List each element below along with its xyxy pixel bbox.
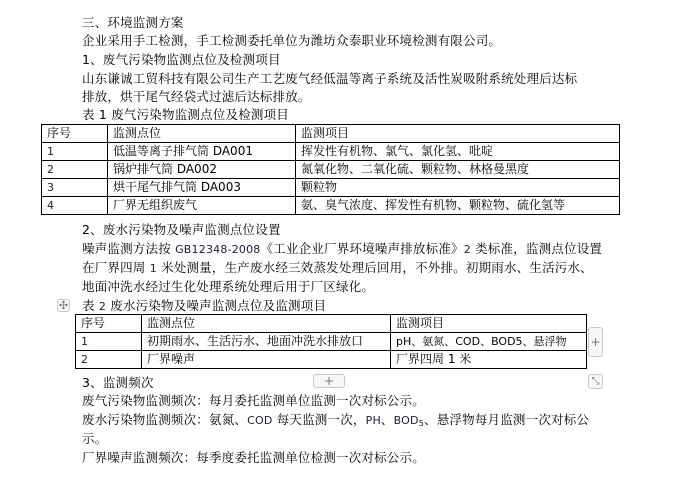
table-cell[interactable]: 挥发性有机物、氯气、氯化氢、吡啶 xyxy=(296,143,620,161)
table-cell[interactable]: 初期雨水、生活污水、地面冲洗水排放口 xyxy=(142,333,391,351)
add-row-button[interactable]: + xyxy=(313,374,345,388)
part2-paragraph-line3: 地面冲洗水经过生化处理系统处理后用于厂区绿化。 xyxy=(82,279,375,294)
table-cell[interactable]: pH、氨氮、COD、BOD5、悬浮物 xyxy=(391,333,587,351)
text-run: BOD xyxy=(393,414,419,427)
table-cell[interactable]: 锅炉排气筒 DA002 xyxy=(108,161,296,179)
header-cell[interactable]: 序号 xyxy=(76,315,142,333)
table-move-icon[interactable]: ✣ xyxy=(58,299,69,312)
header-cell[interactable]: 监测项目 xyxy=(391,315,587,333)
table-cell[interactable]: 厂界无组织废气 xyxy=(108,197,296,215)
header-cell[interactable]: 序号 xyxy=(42,125,108,143)
part2-heading: 2、废水污染物及噪声监测点位设置 xyxy=(82,222,281,237)
table-header-row xyxy=(76,315,587,333)
part1-heading: 1、废气污染物监测点位及检测项目 xyxy=(82,52,281,67)
text-run: COD xyxy=(247,414,273,427)
table-row xyxy=(42,161,620,179)
table-cell[interactable]: 3 xyxy=(42,179,108,197)
text-run: 类标准，监测点位设置 xyxy=(470,241,603,256)
table-row xyxy=(42,197,620,215)
header-cell[interactable]: 监测点位 xyxy=(142,315,391,333)
intro-paragraph: 企业采用手工检测，手工检测委托单位为潍坊众泰职业环境检测有限公司。 xyxy=(82,33,502,48)
table-row xyxy=(76,333,587,351)
part3-heading: 3、监测频次 xyxy=(82,375,154,390)
text-run: 米处测量，生产废水经三效蒸发处理后回用，不外排。初期雨水、生活污水、 xyxy=(156,260,593,275)
standard-title: 《工业企业厂界环境噪声排放标准》 xyxy=(260,241,464,256)
table-cell[interactable]: 低温等离子排气筒 DA001 xyxy=(108,143,296,161)
table-cell[interactable]: 2 xyxy=(76,351,142,369)
text-run: 1 xyxy=(149,262,157,275)
part2-paragraph-line1 xyxy=(82,239,602,259)
table-row xyxy=(42,143,620,161)
gas-frequency: 废气污染物监测频次：每月委托监测单位监测一次对标公示。 xyxy=(82,393,425,408)
text-run: PH xyxy=(365,414,381,427)
text-run: 噪声监测方法按 xyxy=(82,241,176,256)
part1-paragraph-line2: 排放，烘干尾气经袋式过滤后达标排放。 xyxy=(82,89,311,104)
table-cell[interactable]: 1 xyxy=(76,333,142,351)
text-run: 、 xyxy=(380,412,394,427)
add-column-button[interactable]: + xyxy=(588,327,603,357)
text-run: 2 xyxy=(463,243,471,256)
text-run: 废水污染物及噪声监测点位及监测项目 xyxy=(106,298,327,313)
text-run: 表 xyxy=(82,298,99,313)
table-cell[interactable]: 厂界噪声 xyxy=(142,351,391,369)
header-cell[interactable]: 监测项目 xyxy=(296,125,620,143)
table-cell[interactable]: 烘干尾气排气筒 DA003 xyxy=(108,179,296,197)
text-run: 废水污染物监测频次：氨氮、 xyxy=(82,412,248,427)
text-run: 在厂界四周 xyxy=(82,260,150,275)
table-cell[interactable]: 1 xyxy=(42,143,108,161)
table-cell[interactable]: 厂界四周 1 米 xyxy=(391,351,587,369)
table-row xyxy=(42,179,620,197)
table-cell[interactable]: 4 xyxy=(42,197,108,215)
water-frequency-line1 xyxy=(82,410,589,433)
table-cell[interactable]: 2 xyxy=(42,161,108,179)
part2-paragraph-line2 xyxy=(82,258,593,278)
text-run: 每天监测一次， xyxy=(272,412,366,427)
table-wastewater-noise xyxy=(75,314,587,369)
table1-caption: 表 1 废气污染物监测点位及检测项目 xyxy=(82,107,290,122)
text-run: 2 xyxy=(98,300,107,313)
table-row xyxy=(76,351,587,369)
noise-frequency: 厂界噪声监测频次：每季度委托监测单位检测一次对标公示。 xyxy=(82,450,425,465)
table2-caption xyxy=(82,296,326,316)
standard-code: GB12348-2008 xyxy=(175,243,261,256)
table-header-row xyxy=(42,125,620,143)
table-cell[interactable]: 颗粒物 xyxy=(296,179,620,197)
header-cell[interactable]: 监测点位 xyxy=(108,125,296,143)
table-cell[interactable]: 氮氧化物、二氧化硫、颗粒物、林格曼黑度 xyxy=(296,161,620,179)
text-run: 、悬浮物每月监测一次对标公 xyxy=(424,412,590,427)
table-waste-gas xyxy=(41,124,620,215)
part1-paragraph-line1: 山东谦诚工贸科技有限公司生产工艺废气经低温等离子系统及活性炭吸附系统处理后达标 xyxy=(82,71,578,86)
table-cell[interactable]: 氨、臭气浓度、挥发性有机物、颗粒物、硫化氢等 xyxy=(296,197,620,215)
table-resize-icon[interactable]: ⤡ xyxy=(588,374,603,389)
subscript: 5 xyxy=(418,419,425,428)
water-frequency-line2: 示。 xyxy=(82,431,108,446)
section-title: 三、环境监测方案 xyxy=(82,15,184,30)
